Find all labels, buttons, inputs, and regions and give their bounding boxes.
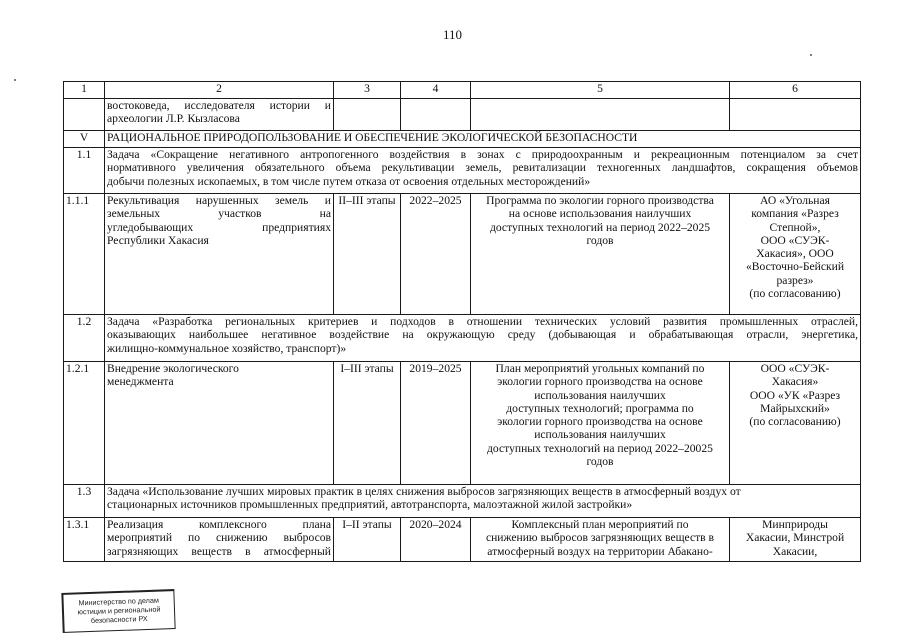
measure-row	[64, 518, 861, 562]
ministry-stamp	[61, 589, 175, 633]
stamp-line: юстиции и региональной	[77, 604, 161, 617]
measure-period: 2019–2025	[401, 362, 471, 485]
document-line: атмосферный воздух на территории Абакано-	[487, 544, 713, 558]
executor-line: Хакасия», ООО	[756, 247, 834, 261]
executor-line: Майрыхский»	[760, 401, 830, 415]
task-text-line: нормативного увеличения обязательного объема рекультивации земель, ревитализации техногенных ландшафтов, сокращения объемов	[107, 161, 858, 175]
document-line: годов	[586, 233, 614, 247]
measure-name-line: земельных участков на	[107, 207, 331, 221]
executor-line: ООО «СУЭК-	[760, 233, 830, 247]
measure-name-line: Республики Хакасия	[107, 233, 209, 247]
executor-line: АО «Угольная	[760, 194, 830, 207]
executor-line: Степной»,	[769, 220, 821, 234]
measure-row	[64, 362, 861, 485]
document-line: План мероприятий угольных компаний по	[495, 362, 705, 375]
measure-document	[471, 194, 730, 315]
measure-period: 2020–2024	[401, 518, 471, 562]
task-number: 1.2	[64, 315, 105, 362]
executor-line: разрез»	[776, 273, 814, 287]
section-title: РАЦИОНАЛЬНОЕ ПРИРОДОПОЛЬЗОВАНИЕ И ОБЕСПЕЧЕНИЕ ЭКОЛОГИЧЕСКОЙ БЕЗОПАСНОСТИ	[105, 131, 861, 148]
measure-name	[105, 518, 334, 562]
executor-line: ООО «СУЭК-	[760, 362, 830, 375]
executor-line: компания «Разрез	[751, 207, 839, 221]
executor-line: (по согласованию)	[749, 287, 841, 301]
document-line: экологии горного производства на основе	[497, 375, 703, 389]
executor-line: Минприроды	[762, 518, 828, 531]
task-text-line: оказывающих наибольшее негативное воздействие на окружающую среду (добывающая и обрабатывающая отрасли, энергетика,	[107, 328, 858, 342]
measure-document	[471, 362, 730, 485]
measure-name-line: загрязняющих веществ в атмосферный	[107, 544, 331, 558]
row-number	[64, 99, 105, 131]
measure-name	[105, 362, 334, 485]
measure-stages: II–III этапы	[334, 194, 401, 315]
measure-name-line: Рекультивация нарушенных земель и	[107, 194, 331, 207]
scan-speck	[14, 79, 16, 81]
task-text-line: Задача «Сокращение негативного антропогенного воздействия в зонах с природоохранным и рекреационным потенциалом за счет	[107, 148, 858, 161]
measure-name-line: археологии Л.Р. Кызласова	[107, 112, 240, 126]
executor-line: Хакасии, Минстрой	[745, 531, 845, 545]
measure-document	[471, 518, 730, 562]
task-text-line: добычи полезных ископаемых, в том числе путем отказа от освоения отдельных месторождений»	[107, 174, 591, 188]
header-cell: 6	[730, 82, 861, 99]
measure-name-line: мероприятий по снижению выбросов	[107, 531, 331, 545]
measure-name-line: Реализация комплексного плана	[107, 518, 331, 531]
scan-speck	[810, 54, 812, 56]
measure-number: 1.3.1	[64, 518, 105, 562]
document-line: на основе использования наилучших	[508, 207, 692, 221]
executor-line: (по согласованию)	[749, 415, 841, 429]
document-line: использования наилучших	[534, 388, 666, 402]
task-row	[64, 485, 861, 518]
header-cell: 5	[471, 82, 730, 99]
task-row	[64, 148, 861, 194]
document-line: использования наилучших	[534, 428, 666, 442]
activity-table	[63, 81, 861, 562]
measure-executor	[730, 518, 861, 562]
executor-line: ООО «УК «Разрез	[749, 388, 841, 402]
task-text-line: стационарных источников промышленных предприятий, автотранспорта, малоэтажной жилой застройки»	[107, 498, 633, 512]
task-text-line: Задача «Использование лучших мировых практик в целях снижения выбросов загрязняющих веществ в атмосферный воздух от	[107, 485, 741, 498]
document-line: доступных технологий; программа по	[506, 401, 694, 415]
executor-line: «Восточно-Бейский	[745, 260, 845, 274]
document-line: снижению выбросов загрязняющих веществ в	[485, 531, 715, 545]
header-cell: 4	[401, 82, 471, 99]
task-row	[64, 315, 861, 362]
task-number: 1.1	[64, 148, 105, 194]
stamp-line: безопасности РХ	[90, 613, 148, 625]
header-row	[64, 82, 861, 99]
section-row	[64, 131, 861, 148]
measure-stages: I–II этапы	[334, 518, 401, 562]
executor-line: Хакасии,	[772, 544, 818, 558]
measure-name	[105, 99, 334, 131]
measure-executor	[730, 362, 861, 485]
measure-number: 1.1.1	[64, 194, 105, 315]
task-text	[105, 485, 861, 518]
task-text	[105, 148, 861, 194]
measure-row	[64, 194, 861, 315]
document-line: Программа по экологии горного производства	[486, 194, 714, 207]
header-cell: 1	[64, 82, 105, 99]
page-number: 110	[442, 27, 463, 42]
measure-period: 2022–2025	[401, 194, 471, 315]
section-number: V	[64, 131, 105, 148]
measure-name-line: востоковеда, исследователя истории и	[107, 99, 331, 112]
measure-name-line: Внедрение экологического	[107, 362, 239, 375]
executor-line: Хакасия»	[771, 375, 819, 389]
measure-stages: I–III этапы	[334, 362, 401, 485]
measure-name	[105, 194, 334, 315]
document-line: экологии горного производства на основе	[497, 415, 703, 429]
document-line: доступных технологий на период 2022–20025	[487, 441, 713, 455]
measure-number: 1.2.1	[64, 362, 105, 485]
measure-executor	[730, 194, 861, 315]
document-line: годов	[586, 455, 614, 469]
task-text-line: жилищно-коммунальное хозяйство, транспорт)»	[107, 341, 347, 355]
document-line: Комплексный план мероприятий по	[511, 518, 689, 531]
task-text	[105, 315, 861, 362]
task-text-line: Задача «Разработка региональных критериев и подходов в отношении технических условий развития промышленных отраслей,	[107, 315, 858, 328]
document-line: доступных технологий на период 2022–2025	[489, 220, 711, 234]
measure-name-line: менеджмента	[107, 375, 174, 389]
stamp-line: Министерство по делам	[78, 595, 159, 608]
header-cell: 3	[334, 82, 401, 99]
measure-name-line: угледобывающих предприятиях	[107, 220, 331, 234]
task-number: 1.3	[64, 485, 105, 518]
header-cell: 2	[105, 82, 334, 99]
continuation-row	[64, 99, 861, 131]
